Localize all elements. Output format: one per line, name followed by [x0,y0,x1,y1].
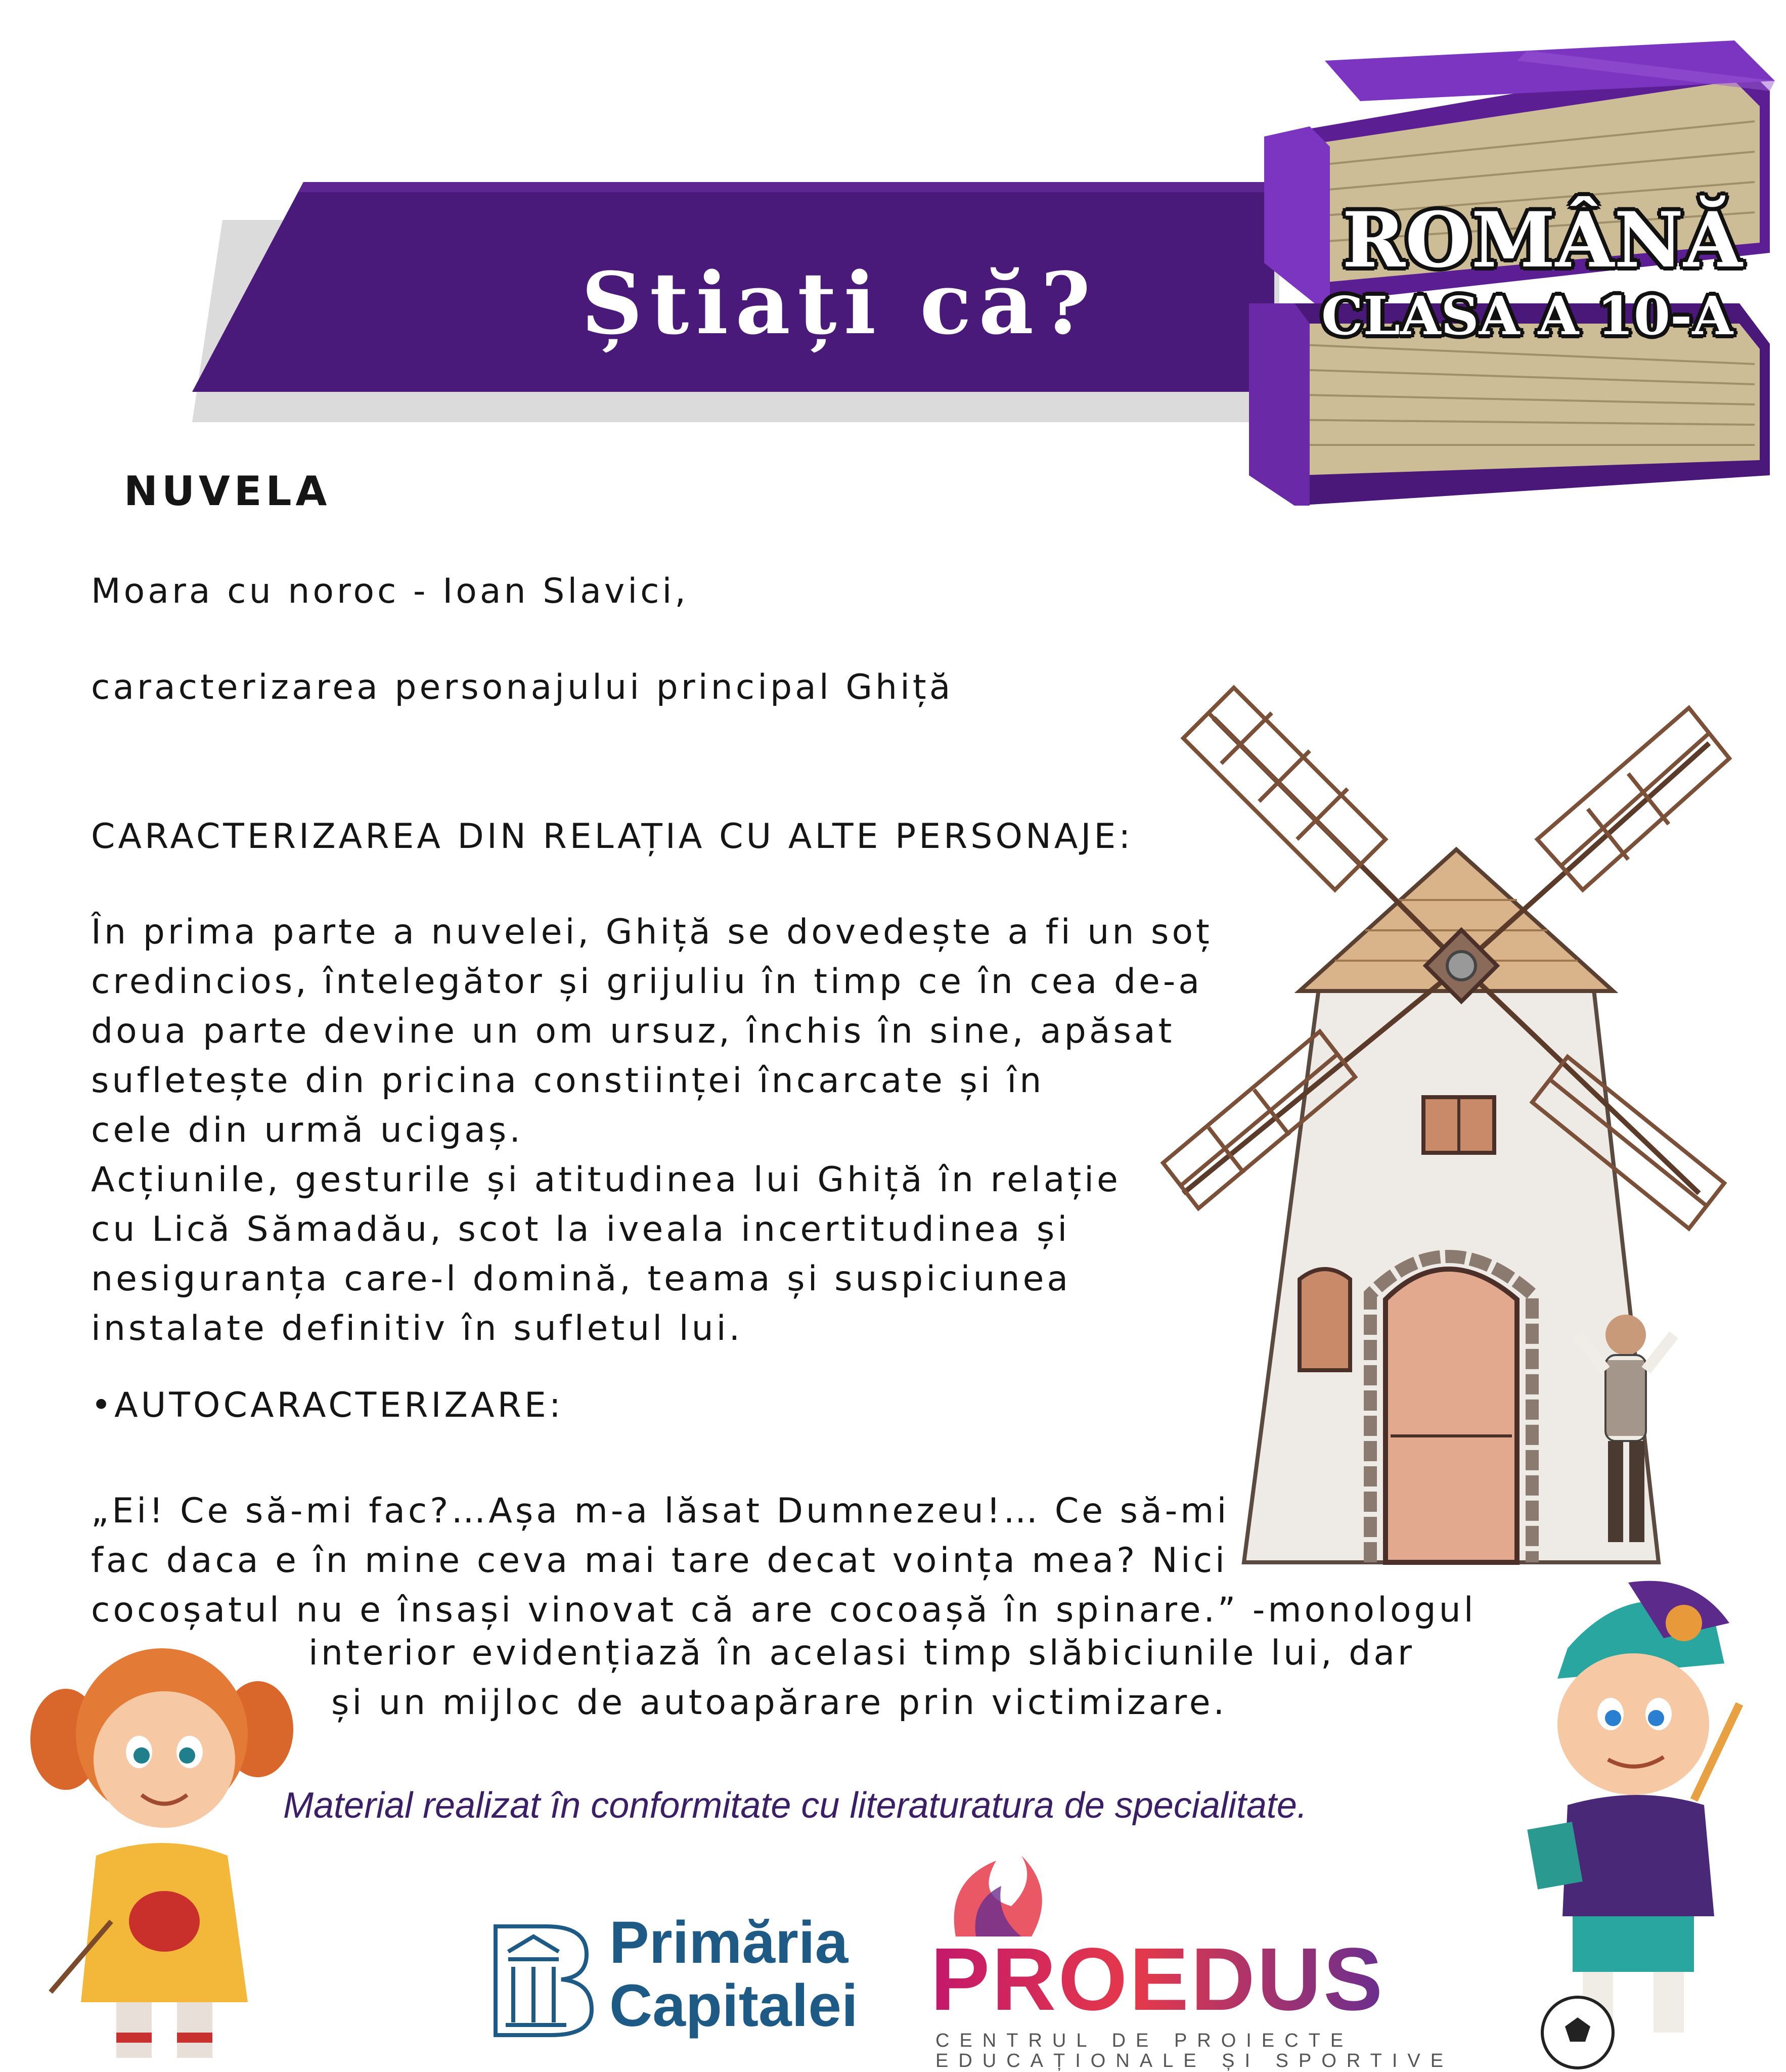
paragraph-line: instalate definitiv în sufletul lui. [91,1309,743,1348]
quote-line: cocoșatul nu e însași vinovat că are cocoașă în spinare.” -monologul [91,1590,1477,1630]
topic-line: caracterizarea personajului principal Ghiță [91,667,954,707]
paragraph-line: sufletește din pricina constiinței încarcate și în [91,1061,1045,1101]
banner-title: Știați că? [581,253,1098,353]
paragraph-line: nesiguranța care-l domină, teama și suspiciunea [91,1259,1071,1299]
quote-line: „Ei! Ce să-mi fac?…Așa m-a lăsat Dumnezeu!… Ce să-mi [91,1491,1230,1531]
paragraph-characterization [91,908,1213,1354]
section2-title: •AUTOCARACTERIZARE: [91,1385,564,1425]
primaria-logo-line2: Capitalei [609,1972,858,2039]
paragraph-line: Acțiunile, gesturile și atitudinea lui Ghiță în relație [91,1160,1121,1200]
proedus-logo-text: PROEDUS [930,1930,1385,2029]
paragraph-line: În prima parte a nuvelei, Ghiță se dovedește a fi un soț [91,912,1213,952]
paragraph-line: cele din urmă ucigaș. [91,1110,523,1150]
subject-title: ROMÂNĂ [1342,196,1743,285]
section1-title: CARACTERIZAREA DIN RELAȚIA CU ALTE PERSONAJE: [91,817,1134,857]
proedus-subtitle-line1: CENTRUL DE PROIECTE [935,2030,1354,2051]
quote-line: fac daca e în mine ceva mai tare decat voința mea? Nici [91,1541,1228,1581]
paragraph-line: cu Lică Sămadău, scot la iveala incertitudinea și [91,1209,1070,1249]
quote-tail-line: interior evidențiază în acelasi timp slăbiciunile lui, dar [308,1633,1415,1673]
primaria-logo-line1: Primăria [609,1909,849,1976]
grade-label: CLASA A 10-A [1321,285,1733,347]
proedus-subtitle-line2: EDUCAȚIONALE ȘI SPORTIVE [935,2050,1454,2071]
footer-note: Material realizat în conformitate cu literaturatura de specialitate. [283,1785,1307,1826]
girl-character-illustration [20,1638,303,2071]
work-title: Moara cu noroc - Ioan Slavici, [91,571,689,611]
primaria-capitalei-emblem [485,1916,597,2043]
section-heading: NUVELA [124,468,331,515]
paragraph-line: doua parte devine un om ursuz, închis în sine, apăsat [91,1011,1175,1051]
paragraph-line: credincios, întelegător și grijuliu în timp ce în cea de-a [91,962,1203,1002]
windmill-illustration [1153,657,1775,1578]
quote-tail-line: și un mijloc de autoapărare prin victimizare. [331,1683,1228,1723]
boy-character-illustration [1512,1562,1786,2071]
